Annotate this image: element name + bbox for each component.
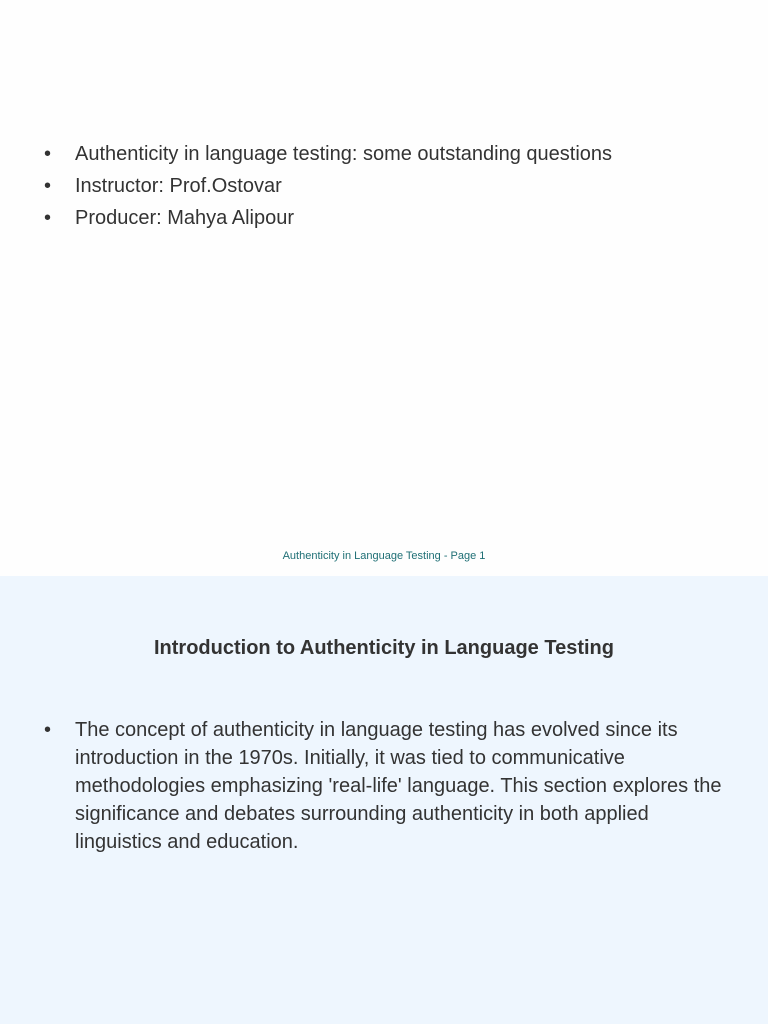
bullet-text: Instructor: Prof.Ostovar — [75, 175, 282, 197]
page-footer: Authenticity in Language Testing - Page 1 — [282, 550, 486, 562]
slide-title: Introduction to Authenticity in Language Testing — [154, 637, 614, 659]
bullet-item-title — [44, 140, 734, 168]
bullet-text: Producer: Mahya Alipour — [75, 207, 295, 229]
bullet-dot-icon: • — [44, 719, 52, 741]
bullet-item-intro — [44, 716, 734, 856]
slide-2-bullet-list — [44, 716, 734, 856]
bullet-item-producer — [44, 204, 734, 232]
bullet-item-instructor — [44, 172, 734, 200]
slide-2 — [0, 576, 768, 1024]
slide-1-bullet-list — [44, 140, 734, 236]
bullet-text: Authenticity in language testing: some outstanding questions — [75, 143, 613, 165]
bullet-dot-icon: • — [44, 207, 52, 229]
bullet-text: The concept of authenticity in language testing has evolved since its introduction in the 1970s. Initially, it was tied to communicative methodologies emphasizing 'real-life' language. This section explores the significance and debates surrounding authenticity in both applied linguistics and education. — [75, 719, 722, 853]
bullet-dot-icon: • — [44, 175, 52, 197]
bullet-dot-icon: • — [44, 143, 52, 165]
